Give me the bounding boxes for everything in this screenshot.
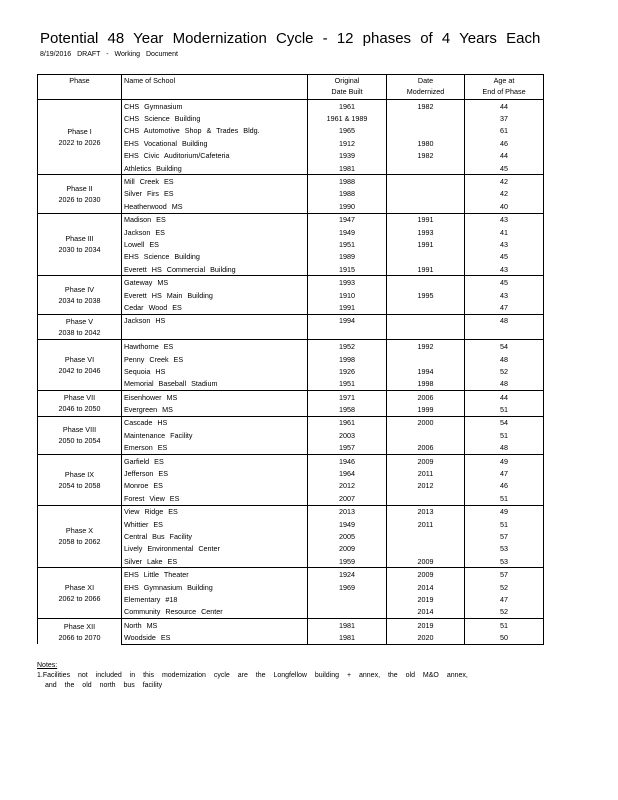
phase-group	[38, 390, 544, 416]
school-name-cell: Memorial Baseball Stadium	[122, 378, 308, 391]
date-modernized-cell: 2019	[387, 593, 465, 605]
phase-cell	[38, 100, 122, 175]
date-modernized-cell: 2009	[387, 454, 465, 467]
age-end-of-phase-cell: 37	[465, 112, 544, 124]
school-name-cell: CHS Gymnasium	[122, 100, 308, 113]
age-end-of-phase-cell: 61	[465, 125, 544, 137]
age-end-of-phase-cell: 50	[465, 631, 544, 644]
school-name-cell: Cascade HS	[122, 416, 308, 429]
date-modernized-cell: 1982	[387, 150, 465, 162]
school-name-cell: Hawthorne ES	[122, 340, 308, 353]
date-built-cell: 1994	[308, 314, 387, 327]
phase-years: 2054 to 2058	[58, 480, 101, 490]
notes-text	[37, 671, 468, 691]
date-modernized-cell	[387, 429, 465, 441]
date-modernized-cell: 2011	[387, 518, 465, 530]
phase-label: Phase V	[65, 317, 94, 327]
date-modernized-cell	[387, 251, 465, 263]
date-built-cell: 2012	[308, 480, 387, 492]
age-end-of-phase-cell: 49	[465, 505, 544, 518]
phase-cell	[38, 213, 122, 276]
age-end-of-phase-cell: 46	[465, 137, 544, 149]
phase-group	[38, 568, 544, 619]
age-end-of-phase-cell: 57	[465, 530, 544, 542]
school-name-cell: EHS Gymnasium Building	[122, 581, 308, 593]
school-name-cell: Penny Creek ES	[122, 353, 308, 365]
date-modernized-cell: 2009	[387, 555, 465, 568]
phase-cell	[38, 505, 122, 568]
date-built-cell: 1926	[308, 365, 387, 377]
date-modernized-cell: 1980	[387, 137, 465, 149]
date-built-cell: 1993	[308, 276, 387, 289]
date-modernized-cell: 1993	[387, 226, 465, 238]
age-end-of-phase-cell: 49	[465, 454, 544, 467]
school-name-cell: Garfield ES	[122, 454, 308, 467]
school-name-cell: EHS Little Theater	[122, 568, 308, 581]
phase-cell	[38, 276, 122, 314]
date-modernized-cell: 1998	[387, 378, 465, 391]
phase-label: Phase XI	[64, 583, 95, 593]
notes-line-1: 1.Facilities not included in this modernization cycle are the Longfellow building + annex, the old M&O annex,	[37, 672, 468, 679]
phase-label: Phase III	[65, 234, 94, 244]
school-name-cell: Madison ES	[122, 213, 308, 226]
date-built-cell: 2009	[308, 543, 387, 555]
phase-label: Phase IV	[64, 285, 95, 295]
date-built-cell: 1988	[308, 188, 387, 200]
age-end-of-phase-cell: 45	[465, 276, 544, 289]
phase-group	[38, 314, 544, 340]
date-built-cell: 1949	[308, 518, 387, 530]
date-built-cell: 2003	[308, 429, 387, 441]
age-end-of-phase-cell: 51	[465, 492, 544, 505]
date-modernized-cell: 2014	[387, 606, 465, 619]
date-modernized-cell	[387, 530, 465, 542]
header-school-name: Name of School	[122, 75, 308, 100]
school-name-cell: Eisenhower MS	[122, 390, 308, 403]
notes-heading: Notes:	[37, 662, 58, 669]
age-end-of-phase-cell: 54	[465, 340, 544, 353]
school-name-cell: Everett HS Commercial Building	[122, 263, 308, 276]
age-end-of-phase-cell: 51	[465, 518, 544, 530]
phase-label: Phase X	[65, 526, 94, 536]
table-row	[38, 416, 544, 429]
table-row	[38, 505, 544, 518]
school-name-cell: Gateway MS	[122, 276, 308, 289]
school-name-cell: Jackson ES	[122, 226, 308, 238]
date-built-cell: 1951	[308, 238, 387, 250]
phase-years: 2050 to 2054	[58, 436, 101, 446]
age-end-of-phase-cell: 57	[465, 568, 544, 581]
date-built-cell: 1939	[308, 150, 387, 162]
school-name-cell: Forest View ES	[122, 492, 308, 505]
header-phase: Phase	[38, 75, 122, 100]
date-modernized-cell	[387, 276, 465, 289]
phase-group	[38, 175, 544, 213]
date-modernized-cell	[387, 543, 465, 555]
school-name-cell: Heatherwood MS	[122, 200, 308, 213]
date-modernized-cell: 2019	[387, 619, 465, 632]
phase-group	[38, 213, 544, 276]
date-built-cell: 1981	[308, 631, 387, 644]
date-modernized-cell	[387, 112, 465, 124]
date-modernized-cell	[387, 175, 465, 188]
date-built-cell: 1981	[308, 619, 387, 632]
school-name-cell: Whittier ES	[122, 518, 308, 530]
age-end-of-phase-cell: 47	[465, 301, 544, 314]
date-built-cell: 1965	[308, 125, 387, 137]
header-date-modernized: Date Modernized	[387, 75, 465, 100]
school-name-cell: EHS Civic Auditorium/Cafeteria	[122, 150, 308, 162]
date-built-cell: 1957	[308, 442, 387, 455]
header-row	[38, 75, 544, 100]
date-built-cell: 1990	[308, 200, 387, 213]
phase-label: Phase VI	[64, 355, 95, 365]
notes-section	[37, 661, 468, 691]
age-end-of-phase-cell: 48	[465, 353, 544, 365]
age-end-of-phase-cell: 52	[465, 606, 544, 619]
phase-group	[38, 100, 544, 175]
document-subtitle: 8/19/2016 DRAFT - Working Document	[40, 51, 178, 58]
age-end-of-phase-cell: 44	[465, 390, 544, 403]
phase-cell	[38, 175, 122, 213]
notes-line-2: and the old north bus facility	[45, 682, 163, 689]
age-end-of-phase-cell: 48	[465, 442, 544, 455]
date-built-cell: 1910	[308, 289, 387, 301]
date-built-cell: 1988	[308, 175, 387, 188]
document-title: Potential 48 Year Modernization Cycle - 12 phases of 4 Years Each	[40, 30, 541, 47]
school-name-cell: Lively Environmental Center	[122, 543, 308, 555]
phase-years: 2046 to 2050	[58, 404, 101, 414]
school-name-cell: Mill Creek ES	[122, 175, 308, 188]
school-name-cell: Jefferson ES	[122, 467, 308, 479]
age-end-of-phase-cell: 43	[465, 289, 544, 301]
date-modernized-cell	[387, 314, 465, 327]
phase-group	[38, 619, 544, 645]
table-row	[38, 100, 544, 113]
date-modernized-cell: 2013	[387, 505, 465, 518]
date-built-cell: 2007	[308, 492, 387, 505]
date-modernized-cell: 2011	[387, 467, 465, 479]
school-name-cell: Silver Lake ES	[122, 555, 308, 568]
phase-years: 2042 to 2046	[58, 366, 101, 376]
date-modernized-cell: 2012	[387, 480, 465, 492]
date-modernized-cell: 2000	[387, 416, 465, 429]
phase-cell	[38, 390, 122, 416]
table-row	[38, 568, 544, 581]
phase-years: 2026 to 2030	[58, 194, 101, 204]
date-built-cell: 1961	[308, 416, 387, 429]
school-name-cell: Jackson HS	[122, 314, 308, 327]
school-name-cell: Evergreen MS	[122, 403, 308, 416]
school-name-cell: Emerson ES	[122, 442, 308, 455]
date-built-cell: 1998	[308, 353, 387, 365]
school-name-cell: Maintenance Facility	[122, 429, 308, 441]
date-built-cell	[308, 327, 387, 340]
phase-years: 2062 to 2066	[58, 594, 101, 604]
age-end-of-phase-cell	[465, 327, 544, 340]
date-built-cell	[308, 606, 387, 619]
date-built-cell: 1971	[308, 390, 387, 403]
school-name-cell: EHS Science Building	[122, 251, 308, 263]
school-name-cell: Monroe ES	[122, 480, 308, 492]
date-modernized-cell	[387, 162, 465, 175]
school-name-cell: Lowell ES	[122, 238, 308, 250]
age-end-of-phase-cell: 41	[465, 226, 544, 238]
phase-cell	[38, 314, 122, 340]
date-modernized-cell: 2009	[387, 568, 465, 581]
age-end-of-phase-cell: 51	[465, 429, 544, 441]
phase-years: 2030 to 2034	[58, 245, 101, 255]
age-end-of-phase-cell: 51	[465, 403, 544, 416]
phase-label: Phase VII	[63, 393, 96, 403]
date-built-cell: 2005	[308, 530, 387, 542]
phase-group	[38, 416, 544, 454]
phase-label: Phase II	[66, 183, 93, 193]
phase-cell	[38, 568, 122, 619]
age-end-of-phase-cell: 52	[465, 365, 544, 377]
date-modernized-cell: 1995	[387, 289, 465, 301]
table-row	[38, 314, 544, 327]
date-built-cell: 1969	[308, 581, 387, 593]
header-age-end-of-phase: Age at End of Phase	[465, 75, 544, 100]
date-modernized-cell	[387, 301, 465, 314]
age-end-of-phase-cell: 52	[465, 581, 544, 593]
age-end-of-phase-cell: 43	[465, 213, 544, 226]
age-end-of-phase-cell: 53	[465, 543, 544, 555]
date-modernized-cell: 1982	[387, 100, 465, 113]
phase-label: Phase I	[67, 127, 92, 137]
date-modernized-cell: 1992	[387, 340, 465, 353]
date-built-cell: 1964	[308, 467, 387, 479]
date-modernized-cell: 2014	[387, 581, 465, 593]
date-modernized-cell: 1994	[387, 365, 465, 377]
age-end-of-phase-cell: 48	[465, 378, 544, 391]
school-name-cell: Athletics Building	[122, 162, 308, 175]
phase-cell	[38, 416, 122, 454]
date-built-cell: 1958	[308, 403, 387, 416]
phase-label: Phase XII	[63, 621, 96, 631]
school-name-cell: CHS Automotive Shop & Trades Bldg.	[122, 125, 308, 137]
school-name-cell	[122, 327, 308, 340]
phase-cell	[38, 340, 122, 391]
table-row	[38, 213, 544, 226]
phase-years: 2058 to 2062	[58, 537, 101, 547]
date-modernized-cell	[387, 200, 465, 213]
date-built-cell: 1961	[308, 100, 387, 113]
phase-group	[38, 454, 544, 505]
age-end-of-phase-cell: 46	[465, 480, 544, 492]
age-end-of-phase-cell: 47	[465, 467, 544, 479]
age-end-of-phase-cell: 54	[465, 416, 544, 429]
phase-years: 2038 to 2042	[58, 328, 101, 338]
date-built-cell: 1951	[308, 378, 387, 391]
age-end-of-phase-cell: 48	[465, 314, 544, 327]
age-end-of-phase-cell: 44	[465, 100, 544, 113]
phase-group	[38, 505, 544, 568]
date-modernized-cell: 1999	[387, 403, 465, 416]
date-modernized-cell: 2006	[387, 442, 465, 455]
date-built-cell	[308, 593, 387, 605]
school-name-cell: North MS	[122, 619, 308, 632]
age-end-of-phase-cell: 43	[465, 238, 544, 250]
table-row	[38, 390, 544, 403]
phase-years: 2066 to 2070	[58, 632, 101, 642]
date-built-cell: 1912	[308, 137, 387, 149]
school-name-cell: Sequoia HS	[122, 365, 308, 377]
phase-label: Phase VIII	[62, 425, 97, 435]
age-end-of-phase-cell: 51	[465, 619, 544, 632]
school-name-cell: View Ridge ES	[122, 505, 308, 518]
phase-years: 2034 to 2038	[58, 296, 101, 306]
date-modernized-cell	[387, 492, 465, 505]
date-modernized-cell: 1991	[387, 263, 465, 276]
date-modernized-cell	[387, 125, 465, 137]
modernization-schedule-table	[37, 74, 544, 645]
date-modernized-cell: 2020	[387, 631, 465, 644]
phase-group	[38, 276, 544, 314]
school-name-cell: Everett HS Main Building	[122, 289, 308, 301]
school-name-cell: Woodside ES	[122, 631, 308, 644]
date-modernized-cell: 2006	[387, 390, 465, 403]
age-end-of-phase-cell: 40	[465, 200, 544, 213]
date-modernized-cell	[387, 188, 465, 200]
date-built-cell: 1959	[308, 555, 387, 568]
date-built-cell: 1915	[308, 263, 387, 276]
phase-years: 2022 to 2026	[58, 138, 101, 148]
phase-label: Phase IX	[64, 469, 95, 479]
date-built-cell: 1949	[308, 226, 387, 238]
phase-cell	[38, 619, 122, 645]
date-built-cell: 1924	[308, 568, 387, 581]
date-built-cell: 1989	[308, 251, 387, 263]
table-row	[38, 340, 544, 353]
school-name-cell: Central Bus Facility	[122, 530, 308, 542]
age-end-of-phase-cell: 47	[465, 593, 544, 605]
date-built-cell: 2013	[308, 505, 387, 518]
age-end-of-phase-cell: 42	[465, 188, 544, 200]
age-end-of-phase-cell: 42	[465, 175, 544, 188]
phase-group	[38, 340, 544, 391]
school-name-cell: CHS Science Building	[122, 112, 308, 124]
school-name-cell: Elementary #18	[122, 593, 308, 605]
age-end-of-phase-cell: 43	[465, 263, 544, 276]
school-name-cell: Cedar Wood ES	[122, 301, 308, 314]
date-built-cell: 1947	[308, 213, 387, 226]
table-row	[38, 454, 544, 467]
age-end-of-phase-cell: 45	[465, 251, 544, 263]
date-modernized-cell	[387, 327, 465, 340]
date-built-cell: 1952	[308, 340, 387, 353]
table-row	[38, 276, 544, 289]
age-end-of-phase-cell: 53	[465, 555, 544, 568]
table-row	[38, 619, 544, 632]
date-built-cell: 1946	[308, 454, 387, 467]
school-name-cell: Silver Firs ES	[122, 188, 308, 200]
school-name-cell: EHS Vocational Building	[122, 137, 308, 149]
age-end-of-phase-cell: 44	[465, 150, 544, 162]
date-modernized-cell: 1991	[387, 238, 465, 250]
age-end-of-phase-cell: 45	[465, 162, 544, 175]
school-name-cell: Community Resource Center	[122, 606, 308, 619]
date-modernized-cell	[387, 353, 465, 365]
phase-cell	[38, 454, 122, 505]
date-modernized-cell: 1991	[387, 213, 465, 226]
date-built-cell: 1981	[308, 162, 387, 175]
header-original-date-built: Original Date Built	[308, 75, 387, 100]
date-built-cell: 1991	[308, 301, 387, 314]
date-built-cell: 1961 & 1989	[308, 112, 387, 124]
table-row	[38, 175, 544, 188]
